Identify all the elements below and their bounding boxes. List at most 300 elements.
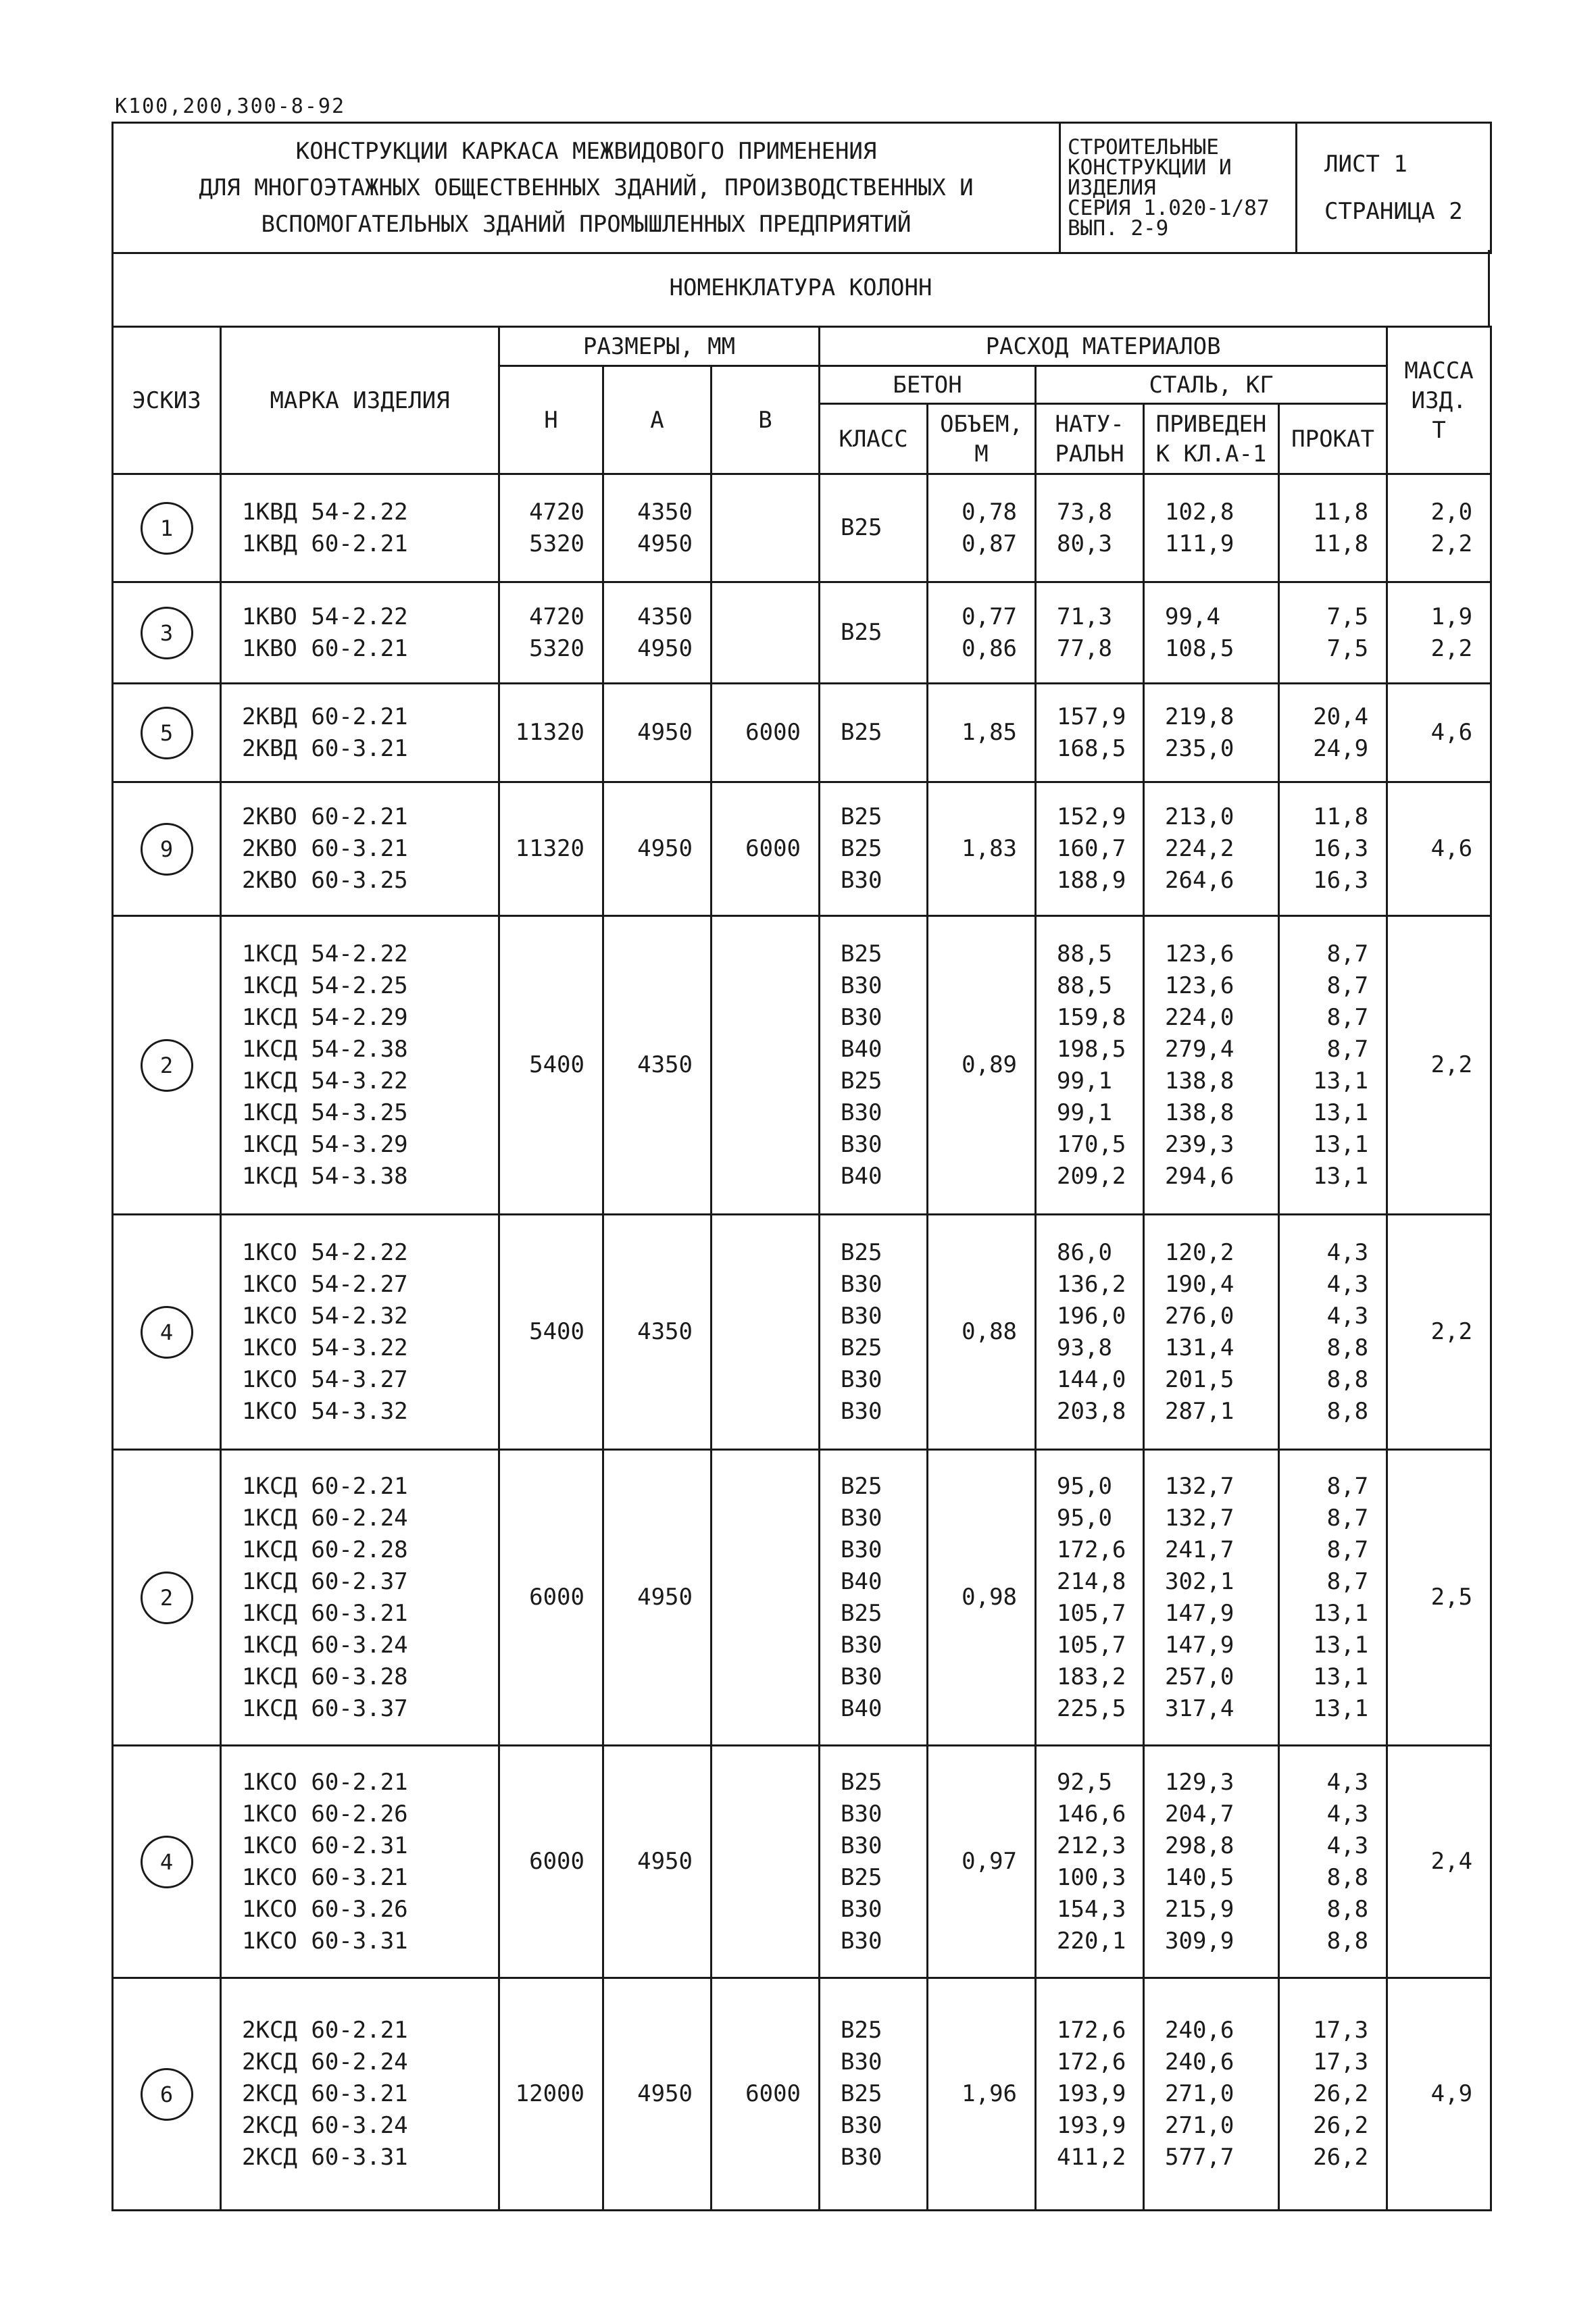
reduced-value: 204,7	[1165, 1800, 1235, 1828]
class-value: В40	[841, 1162, 882, 1190]
col-a: А	[603, 366, 712, 474]
natural-value: 136,2	[1057, 1270, 1126, 1298]
rolled-cell	[1279, 1746, 1387, 1978]
table-row	[113, 582, 1491, 684]
a-value: 4950	[637, 530, 693, 557]
table-row	[113, 474, 1491, 582]
col-concrete: БЕТОН	[820, 366, 1036, 404]
class-value: В30	[841, 2048, 882, 2076]
reduced-cell	[1144, 1746, 1279, 1978]
reduced-value: 111,9	[1165, 530, 1235, 557]
volume-cell	[928, 782, 1036, 916]
rolled-value: 13,1	[1313, 1599, 1369, 1627]
mark-value: 1КСО 60-3.31	[242, 1927, 408, 1955]
volume-cell	[928, 916, 1036, 1215]
reduced-value: 108,5	[1165, 634, 1235, 662]
mark-value: 1КСД 60-2.24	[242, 1504, 408, 1532]
natural-value: 95,0	[1057, 1472, 1112, 1500]
mark-value: 2КСД 60-3.24	[242, 2112, 408, 2139]
rolled-value: 8,7	[1326, 1504, 1369, 1532]
rolled-value: 13,1	[1313, 1694, 1369, 1722]
reduced-value: 147,9	[1165, 1631, 1235, 1659]
col-natural: НАТУ- РАЛЬН	[1036, 404, 1144, 474]
natural-value: 80,3	[1057, 530, 1112, 557]
col-materials: РАСХОД МАТЕРИАЛОВ	[820, 327, 1387, 366]
rolled-value: 4,3	[1326, 1302, 1369, 1330]
reduced-value: 279,4	[1165, 1035, 1235, 1063]
sketch-number-circle: 2	[141, 1571, 193, 1624]
class-cell	[820, 474, 928, 582]
class-cell	[820, 916, 928, 1215]
mass-value: 2,2	[1430, 1051, 1473, 1078]
mark-value: 1КСД 60-2.37	[242, 1567, 408, 1595]
volume-cell	[928, 474, 1036, 582]
rolled-value: 26,2	[1313, 2080, 1369, 2107]
mark-cell	[221, 582, 499, 684]
h-value: 5400	[529, 1318, 584, 1345]
mark-cell	[221, 474, 499, 582]
a-value: 4950	[637, 1584, 693, 1611]
volume-value: 0,78	[962, 498, 1018, 526]
class-value: В30	[841, 1003, 882, 1031]
rolled-value: 8,7	[1326, 1536, 1369, 1563]
rolled-value: 26,2	[1313, 2112, 1369, 2139]
class-value: В25	[841, 1599, 882, 1627]
table-row	[113, 1978, 1491, 2211]
rolled-value: 8,8	[1326, 1334, 1369, 1361]
rolled-value: 8,8	[1326, 1863, 1369, 1891]
mark-value: 2КВО 60-3.21	[242, 835, 408, 862]
reduced-value: 577,7	[1165, 2144, 1235, 2171]
a-value: 4350	[637, 1051, 693, 1078]
rolled-value: 16,3	[1313, 867, 1369, 894]
natural-value: 183,2	[1057, 1663, 1126, 1690]
mark-value: 1КСО 54-3.27	[242, 1365, 408, 1393]
reduced-value: 298,8	[1165, 1832, 1235, 1859]
h-cell	[499, 1746, 603, 1978]
class-value: В25	[841, 1238, 882, 1266]
mark-value: 2КСД 60-3.21	[242, 2080, 408, 2107]
mark-value: 1КСО 54-2.32	[242, 1302, 408, 1330]
rolled-value: 17,3	[1313, 2048, 1369, 2076]
volume-cell	[928, 1746, 1036, 1978]
b-cell: 6000	[712, 1978, 820, 2211]
class-value: В25	[841, 1472, 882, 1500]
a-value: 4950	[637, 634, 693, 662]
natural-value: 86,0	[1057, 1238, 1112, 1266]
rolled-value: 8,7	[1326, 1567, 1369, 1595]
rolled-value: 8,7	[1326, 1035, 1369, 1063]
class-value: В30	[841, 1631, 882, 1659]
class-value: В25	[841, 1334, 882, 1361]
reduced-value: 302,1	[1165, 1567, 1235, 1595]
sheet-number: ЛИСТ 1	[1324, 151, 1407, 178]
a-value: 4350	[637, 498, 693, 526]
mark-value: 2КВД 60-2.21	[242, 703, 408, 730]
h-value: 5320	[529, 530, 584, 557]
mass-value: 2,2	[1430, 530, 1473, 557]
a-value: 4950	[637, 719, 693, 746]
mark-value: 1КСД 54-2.25	[242, 972, 408, 999]
reduced-value: 132,7	[1165, 1472, 1235, 1500]
class-value: В25	[841, 940, 882, 967]
natural-cell	[1036, 582, 1144, 684]
class-value: В25	[841, 619, 882, 646]
natural-cell	[1036, 474, 1144, 582]
volume-value: 0,89	[962, 1051, 1018, 1078]
sketch-cell	[113, 916, 221, 1215]
mass-value: 2,4	[1430, 1848, 1473, 1875]
mark-value: 1КВО 54-2.22	[242, 603, 408, 630]
reduced-value: 264,6	[1165, 867, 1235, 894]
col-mark: МАРКА ИЗДЕЛИЯ	[221, 327, 499, 474]
rolled-value: 4,3	[1326, 1800, 1369, 1828]
reduced-value: 309,9	[1165, 1927, 1235, 1955]
reduced-value: 235,0	[1165, 734, 1235, 762]
class-value: В30	[841, 2112, 882, 2139]
natural-cell	[1036, 1215, 1144, 1450]
document-title: КОНСТРУКЦИИ КАРКАСА МЕЖВИДОВОГО ПРИМЕНЕНИЯ ДЛЯ МНОГОЭТАЖНЫХ ОБЩЕСТВЕННЫХ ЗДАНИЙ, ПРОИЗВОДСТВЕННЫХ И ВСПОМОГАТЕЛЬНЫХ ЗДАНИЙ ПРОМЫШЛЕННЫХ ПРЕДПРИЯТИЙ	[113, 123, 1060, 253]
sketch-cell	[113, 684, 221, 782]
sketch-number-circle: 2	[141, 1039, 193, 1092]
col-mass: МАССА ИЗД. Т	[1387, 327, 1491, 474]
reduced-cell	[1144, 1215, 1279, 1450]
natural-value: 95,0	[1057, 1504, 1112, 1532]
mark-cell	[221, 782, 499, 916]
reduced-value: 240,6	[1165, 2017, 1235, 2044]
volume-value: 1,83	[962, 835, 1018, 862]
natural-value: 99,1	[1057, 1067, 1112, 1095]
rolled-value: 11,8	[1313, 803, 1369, 830]
volume-value: 0,77	[962, 603, 1018, 630]
class-value: В25	[841, 1067, 882, 1095]
natural-value: 73,8	[1057, 498, 1112, 526]
class-value: В40	[841, 1694, 882, 1722]
class-value: В30	[841, 2144, 882, 2171]
reduced-value: 240,6	[1165, 2048, 1235, 2076]
b-cell: 6000	[712, 684, 820, 782]
reduced-value: 99,4	[1165, 603, 1220, 630]
class-value: В30	[841, 1895, 882, 1923]
natural-value: 212,3	[1057, 1832, 1126, 1859]
natural-value: 168,5	[1057, 734, 1126, 762]
mass-cell	[1387, 1978, 1491, 2211]
h-value: 11320	[515, 835, 584, 862]
mass-cell	[1387, 1746, 1491, 1978]
class-value: В30	[841, 1099, 882, 1126]
volume-cell	[928, 684, 1036, 782]
mark-value: 1КСД 54-2.22	[242, 940, 408, 967]
mark-value: 1КСД 60-3.24	[242, 1631, 408, 1659]
sketch-cell	[113, 1450, 221, 1746]
class-cell	[820, 1450, 928, 1746]
reduced-cell	[1144, 582, 1279, 684]
natural-value: 146,6	[1057, 1800, 1126, 1828]
natural-cell	[1036, 1746, 1144, 1978]
class-value: В30	[841, 1536, 882, 1563]
natural-value: 220,1	[1057, 1927, 1126, 1955]
reduced-cell	[1144, 1978, 1279, 2211]
reduced-value: 294,6	[1165, 1162, 1235, 1190]
reduced-value: 123,6	[1165, 972, 1235, 999]
reduced-cell	[1144, 782, 1279, 916]
rolled-value: 4,3	[1326, 1238, 1369, 1266]
reduced-value: 138,8	[1165, 1067, 1235, 1095]
volume-value: 0,87	[962, 530, 1018, 557]
class-value: В30	[841, 1130, 882, 1158]
sketch-number-circle: 5	[141, 707, 193, 759]
mass-cell	[1387, 684, 1491, 782]
rolled-value: 7,5	[1326, 603, 1369, 630]
mark-value: 1КСО 60-2.26	[242, 1800, 408, 1828]
mass-cell	[1387, 582, 1491, 684]
mass-value: 2,2	[1430, 634, 1473, 662]
natural-value: 196,0	[1057, 1302, 1126, 1330]
mass-value: 1,9	[1430, 603, 1473, 630]
reduced-value: 239,3	[1165, 1130, 1235, 1158]
mark-value: 1КСД 60-2.28	[242, 1536, 408, 1563]
rolled-value: 8,7	[1326, 972, 1369, 999]
mark-value: 1КСО 54-3.32	[242, 1397, 408, 1425]
sketch-cell	[113, 782, 221, 916]
reduced-value: 271,0	[1165, 2112, 1235, 2139]
col-dims: РАЗМЕРЫ, ММ	[499, 327, 820, 366]
class-value: В30	[841, 1397, 882, 1425]
sketch-cell	[113, 1978, 221, 2211]
class-cell	[820, 782, 928, 916]
mark-value: 1КСО 54-3.22	[242, 1334, 408, 1361]
natural-value: 159,8	[1057, 1003, 1126, 1031]
mark-value: 1КСД 54-3.25	[242, 1099, 408, 1126]
rolled-value: 13,1	[1313, 1162, 1369, 1190]
rolled-cell	[1279, 1978, 1387, 2211]
reduced-value: 276,0	[1165, 1302, 1235, 1330]
rolled-cell	[1279, 474, 1387, 582]
rolled-cell	[1279, 684, 1387, 782]
rolled-cell	[1279, 582, 1387, 684]
rolled-value: 16,3	[1313, 835, 1369, 862]
a-value: 4950	[637, 2080, 693, 2107]
mark-cell	[221, 1450, 499, 1746]
natural-value: 160,7	[1057, 835, 1126, 862]
h-value: 5400	[529, 1051, 584, 1078]
a-cell	[603, 1450, 712, 1746]
class-cell	[820, 1978, 928, 2211]
col-h: Н	[499, 366, 603, 474]
h-value: 4720	[529, 498, 584, 526]
natural-value: 88,5	[1057, 940, 1112, 967]
class-cell	[820, 684, 928, 782]
mass-cell	[1387, 1450, 1491, 1746]
rolled-value: 4,3	[1326, 1832, 1369, 1859]
reduced-cell	[1144, 1450, 1279, 1746]
mark-value: 2КВД 60-3.21	[242, 734, 408, 762]
mark-value: 1КВД 54-2.22	[242, 498, 408, 526]
h-value: 6000	[529, 1848, 584, 1875]
columns-nomenclature-table	[111, 326, 1492, 2211]
mark-value: 1КСД 60-3.37	[242, 1694, 408, 1722]
rolled-cell	[1279, 1450, 1387, 1746]
h-cell	[499, 1450, 603, 1746]
reduced-value: 138,8	[1165, 1099, 1235, 1126]
class-value: В30	[841, 1663, 882, 1690]
class-value: В30	[841, 972, 882, 999]
class-cell	[820, 582, 928, 684]
mark-value: 1КСО 60-2.31	[242, 1832, 408, 1859]
sketch-cell	[113, 1746, 221, 1978]
reduced-value: 129,3	[1165, 1768, 1235, 1796]
mass-value: 4,6	[1430, 835, 1473, 862]
rolled-value: 13,1	[1313, 1663, 1369, 1690]
table-row	[113, 916, 1491, 1215]
volume-cell	[928, 1978, 1036, 2211]
class-value: В30	[841, 1302, 882, 1330]
h-cell	[499, 1978, 603, 2211]
table-title: НОМЕНКЛАТУРА КОЛОНН	[113, 250, 1489, 327]
rolled-value: 4,3	[1326, 1768, 1369, 1796]
natural-cell	[1036, 1450, 1144, 1746]
rolled-value: 13,1	[1313, 1067, 1369, 1095]
col-rolled: ПРОКАТ	[1279, 404, 1387, 474]
series-info: СТРОИТЕЛЬНЫЕ КОНСТРУКЦИИ И ИЗДЕЛИЯ СЕРИЯ 1.020-1/87 ВЫП. 2-9	[1060, 123, 1297, 253]
mark-value: 1КСО 60-3.21	[242, 1863, 408, 1891]
col-volume: ОБЪЕМ, М	[928, 404, 1036, 474]
mass-value: 4,9	[1430, 2080, 1473, 2107]
mark-value: 2КСД 60-3.31	[242, 2144, 408, 2171]
natural-value: 152,9	[1057, 803, 1126, 830]
natural-value: 225,5	[1057, 1694, 1126, 1722]
reduced-cell	[1144, 916, 1279, 1215]
mark-value: 1КСО 54-2.27	[242, 1270, 408, 1298]
reduced-value: 219,8	[1165, 703, 1235, 730]
natural-value: 188,9	[1057, 867, 1126, 894]
mark-value: 2КВО 60-2.21	[242, 803, 408, 830]
mark-value: 1КСД 54-2.29	[242, 1003, 408, 1031]
reduced-value: 140,5	[1165, 1863, 1235, 1891]
mark-value: 2КСД 60-2.21	[242, 2017, 408, 2044]
reduced-value: 287,1	[1165, 1397, 1235, 1425]
natural-value: 77,8	[1057, 634, 1112, 662]
page-number: СТРАНИЦА 2	[1324, 198, 1463, 225]
h-cell	[499, 474, 603, 582]
volume-cell	[928, 582, 1036, 684]
mark-value: 1КВО 60-2.21	[242, 634, 408, 662]
h-cell	[499, 684, 603, 782]
sketch-cell	[113, 474, 221, 582]
rolled-value: 8,8	[1326, 1927, 1369, 1955]
mark-cell	[221, 916, 499, 1215]
natural-value: 99,1	[1057, 1099, 1112, 1126]
a-value: 4950	[637, 1848, 693, 1875]
natural-value: 92,5	[1057, 1768, 1112, 1796]
mass-value: 2,0	[1430, 498, 1473, 526]
natural-value: 154,3	[1057, 1895, 1126, 1923]
rolled-value: 8,8	[1326, 1365, 1369, 1393]
natural-value: 172,6	[1057, 2017, 1126, 2044]
rolled-value: 20,4	[1313, 703, 1369, 730]
volume-cell	[928, 1215, 1036, 1450]
table-row	[113, 1450, 1491, 1746]
mass-cell	[1387, 474, 1491, 582]
natural-cell	[1036, 684, 1144, 782]
mark-value: 1КВД 60-2.21	[242, 530, 408, 557]
b-cell	[712, 1215, 820, 1450]
class-value: В25	[841, 514, 882, 541]
mark-value: 1КСО 60-3.26	[242, 1895, 408, 1923]
mass-value: 2,5	[1430, 1584, 1473, 1611]
sketch-cell	[113, 582, 221, 684]
class-value: В30	[841, 867, 882, 894]
rolled-cell	[1279, 1215, 1387, 1450]
class-value: В25	[841, 1863, 882, 1891]
reduced-value: 147,9	[1165, 1599, 1235, 1627]
reduced-value: 317,4	[1165, 1694, 1235, 1722]
mark-value: 1КСД 60-2.21	[242, 1472, 408, 1500]
mass-value: 4,6	[1430, 719, 1473, 746]
class-value: В25	[841, 2080, 882, 2107]
h-value: 6000	[529, 1584, 584, 1611]
natural-value: 172,6	[1057, 1536, 1126, 1563]
b-cell	[712, 474, 820, 582]
natural-value: 172,6	[1057, 2048, 1126, 2076]
rolled-value: 8,8	[1326, 1895, 1369, 1923]
reduced-cell	[1144, 684, 1279, 782]
reduced-value: 102,8	[1165, 498, 1235, 526]
reduced-value: 190,4	[1165, 1270, 1235, 1298]
rolled-value: 11,8	[1313, 498, 1369, 526]
table-title-block	[111, 250, 1490, 328]
class-value: В30	[841, 1365, 882, 1393]
volume-cell	[928, 1450, 1036, 1746]
rolled-value: 13,1	[1313, 1631, 1369, 1659]
title-block	[111, 122, 1492, 254]
natural-value: 105,7	[1057, 1599, 1126, 1627]
volume-value: 0,88	[962, 1318, 1018, 1345]
mark-value: 2КВО 60-3.25	[242, 867, 408, 894]
col-steel: СТАЛЬ, КГ	[1036, 366, 1387, 404]
volume-value: 1,96	[962, 2080, 1018, 2107]
mark-value: 1КСО 60-2.21	[242, 1768, 408, 1796]
mark-value: 1КСД 54-3.29	[242, 1130, 408, 1158]
h-value: 12000	[515, 2080, 584, 2107]
natural-value: 193,9	[1057, 2080, 1126, 2107]
col-b: В	[712, 366, 820, 474]
mass-cell	[1387, 782, 1491, 916]
mass-cell	[1387, 1215, 1491, 1450]
a-cell	[603, 1746, 712, 1978]
rolled-value: 8,8	[1326, 1397, 1369, 1425]
class-value: В40	[841, 1035, 882, 1063]
class-value: В30	[841, 1832, 882, 1859]
rolled-value: 26,2	[1313, 2144, 1369, 2171]
a-value: 4350	[637, 1318, 693, 1345]
rolled-value: 8,7	[1326, 940, 1369, 967]
class-value: В25	[841, 1768, 882, 1796]
reduced-value: 257,0	[1165, 1663, 1235, 1690]
a-cell	[603, 582, 712, 684]
class-value: В30	[841, 1927, 882, 1955]
mark-value: 1КСД 60-3.28	[242, 1663, 408, 1690]
mark-value: 1КСД 54-2.38	[242, 1035, 408, 1063]
h-value: 4720	[529, 603, 584, 630]
class-cell	[820, 1215, 928, 1450]
b-cell	[712, 1450, 820, 1746]
class-value: В30	[841, 1800, 882, 1828]
sketch-number-circle: 3	[141, 607, 193, 659]
col-sketch: ЭСКИЗ	[113, 327, 221, 474]
h-value: 5320	[529, 634, 584, 662]
volume-value: 1,85	[962, 719, 1018, 746]
